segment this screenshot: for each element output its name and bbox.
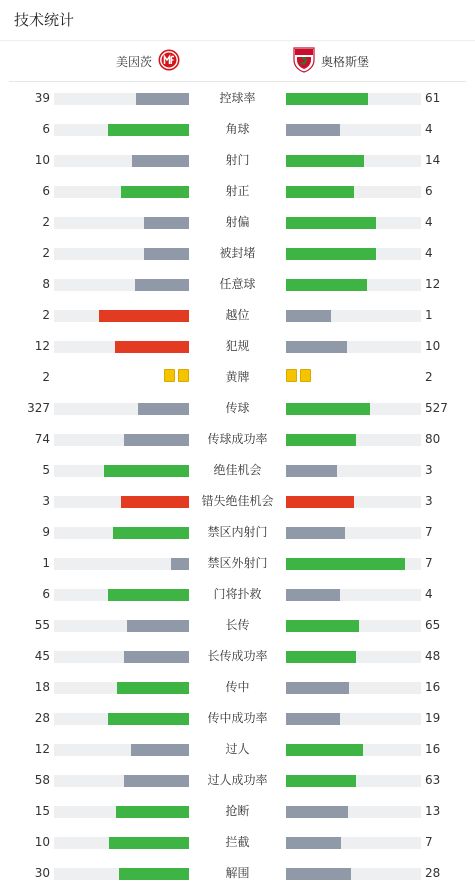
stat-row: [0, 547, 475, 578]
away-stat-bar-fill: [286, 186, 354, 198]
away-stat-bar-fill: [286, 279, 367, 291]
away-stat-bar-fill: [286, 837, 341, 849]
away-stat-bar-fill: [286, 310, 331, 322]
home-team[interactable]: [116, 50, 180, 72]
home-stat-bar-fill: [144, 217, 189, 229]
stat-label: 越位: [225, 308, 250, 322]
stat-row: [0, 671, 475, 702]
stat-label: 绝佳机会: [213, 463, 262, 477]
stat-row: [0, 485, 475, 516]
away-stat-bar: [286, 248, 421, 260]
stat-label: 错失绝佳机会: [201, 494, 274, 508]
home-stat-value: 15: [34, 804, 50, 818]
away-stat-value: 16: [425, 680, 441, 694]
away-stat-value: 3: [425, 494, 433, 508]
away-stat-bar: [286, 496, 421, 508]
stat-row: [0, 175, 475, 206]
away-stat-bar-fill: [286, 434, 356, 446]
away-stat-bar: [286, 434, 421, 446]
away-stat-bar-fill: [286, 217, 376, 229]
home-stat-value: 327: [27, 401, 50, 415]
stat-row: [0, 826, 475, 857]
home-stat-bar: [54, 310, 189, 322]
away-stat-value: 2: [425, 370, 433, 384]
home-stat-bar: [54, 465, 189, 477]
home-stat-bar: [54, 868, 189, 880]
away-stat-bar: [286, 403, 421, 415]
home-stat-bar: [54, 527, 189, 539]
stat-row: [0, 857, 475, 888]
stat-row: [0, 361, 475, 392]
away-stat-bar-fill: [286, 403, 370, 415]
away-stat-bar: [286, 620, 421, 632]
home-stat-bar-fill: [124, 651, 189, 663]
stat-row: [0, 454, 475, 485]
home-stat-bar-fill: [131, 744, 189, 756]
away-stat-bar: [286, 527, 421, 539]
home-stat-value: 2: [42, 308, 50, 322]
home-stat-value: 8: [42, 277, 50, 291]
home-stat-bar: [54, 651, 189, 663]
home-stat-bar: [54, 279, 189, 291]
home-stat-bar-fill: [135, 279, 189, 291]
home-stat-bar: [54, 248, 189, 260]
home-stat-value: 12: [34, 742, 50, 756]
stat-row: [0, 113, 475, 144]
away-stat-bar: [286, 155, 421, 167]
away-stat-bar: [286, 651, 421, 663]
yellow-card-icon: [178, 369, 189, 382]
stat-row: [0, 578, 475, 609]
home-stat-bar: [54, 155, 189, 167]
home-stat-bar: [54, 558, 189, 570]
away-stat-bar: [286, 217, 421, 229]
home-stat-value: 2: [42, 246, 50, 260]
away-stat-value: 7: [425, 525, 433, 539]
home-stat-bar: [54, 775, 189, 787]
stat-row: [0, 206, 475, 237]
away-stat-value: 19: [425, 711, 441, 725]
away-stat-bar-fill: [286, 713, 340, 725]
home-stat-value: 10: [34, 835, 50, 849]
stat-row: [0, 144, 475, 175]
stat-label: 长传成功率: [207, 649, 268, 663]
away-stat-bar: [286, 775, 421, 787]
home-cards: [164, 369, 189, 382]
away-team-name: 奥格斯堡: [321, 54, 370, 69]
away-stat-value: 65: [425, 618, 441, 632]
home-stat-bar-fill: [121, 186, 189, 198]
home-stat-bar-fill: [132, 155, 189, 167]
away-stat-bar-fill: [286, 868, 351, 880]
home-stat-bar: [54, 496, 189, 508]
away-cards: [286, 369, 311, 382]
away-stat-bar: [286, 186, 421, 198]
away-stat-value: 10: [425, 339, 441, 353]
home-stat-value: 12: [34, 339, 50, 353]
home-stat-bar-fill: [138, 403, 189, 415]
stat-label: 禁区外射门: [207, 556, 268, 570]
home-stat-value: 6: [42, 122, 50, 136]
away-stat-value: 527: [425, 401, 448, 415]
home-stat-bar-fill: [124, 434, 189, 446]
away-stat-bar: [286, 465, 421, 477]
home-stat-bar: [54, 713, 189, 725]
away-stat-bar-fill: [286, 124, 340, 136]
stat-row: [0, 268, 475, 299]
stat-row: [0, 299, 475, 330]
home-stat-bar-fill: [121, 496, 189, 508]
away-stat-value: 14: [425, 153, 441, 167]
stat-label: 过人: [225, 742, 250, 756]
home-stat-bar: [54, 744, 189, 756]
stat-label: 任意球: [219, 277, 256, 291]
home-stat-bar-fill: [113, 527, 189, 539]
stat-label: 传球: [225, 401, 250, 415]
stat-label: 禁区内射门: [207, 525, 268, 539]
away-stat-bar: [286, 124, 421, 136]
away-stat-bar-fill: [286, 558, 405, 570]
home-stat-bar: [54, 93, 189, 105]
stat-label: 黄牌: [225, 370, 250, 384]
away-stat-value: 63: [425, 773, 441, 787]
team-header: [9, 41, 466, 82]
away-stat-bar-fill: [286, 155, 364, 167]
away-stat-value: 4: [425, 587, 433, 601]
stat-row: [0, 423, 475, 454]
home-stat-bar-fill: [124, 775, 189, 787]
home-stat-value: 1: [42, 556, 50, 570]
home-stat-bar-fill: [136, 93, 189, 105]
stat-label: 射偏: [225, 215, 250, 229]
stats-list: [0, 82, 475, 888]
stat-row: [0, 82, 475, 113]
away-stat-value: 48: [425, 649, 441, 663]
home-team-name: 美因茨: [115, 54, 152, 69]
stat-row: [0, 640, 475, 671]
home-stat-value: 45: [34, 649, 50, 663]
away-stat-value: 12: [425, 277, 441, 291]
home-stat-bar-fill: [115, 341, 189, 353]
home-stat-value: 18: [34, 680, 50, 694]
stat-row: [0, 733, 475, 764]
stat-label: 传中: [225, 680, 250, 694]
away-stat-bar: [286, 279, 421, 291]
home-stat-value: 74: [34, 432, 50, 446]
home-stat-bar: [54, 806, 189, 818]
away-stat-bar-fill: [286, 744, 363, 756]
home-stat-bar-fill: [109, 837, 189, 849]
away-stat-value: 4: [425, 122, 433, 136]
yellow-card-icon: [286, 369, 297, 382]
away-stat-bar-fill: [286, 527, 345, 539]
away-stat-value: 80: [425, 432, 441, 446]
home-stat-bar-fill: [144, 248, 189, 260]
stat-row: [0, 702, 475, 733]
away-stat-bar-fill: [286, 496, 354, 508]
home-stat-bar-fill: [108, 713, 189, 725]
home-stat-value: 2: [42, 370, 50, 384]
stat-label: 拦截: [225, 835, 250, 849]
away-stat-value: 3: [425, 463, 433, 477]
home-stat-value: 28: [34, 711, 50, 725]
away-stat-value: 1: [425, 308, 433, 322]
home-stat-bar: [54, 589, 189, 601]
home-stat-value: 10: [34, 153, 50, 167]
home-stat-value: 39: [34, 91, 50, 105]
away-stat-value: 6: [425, 184, 433, 198]
away-stat-bar: [286, 310, 421, 322]
away-stat-value: 28: [425, 866, 441, 880]
home-stat-value: 3: [42, 494, 50, 508]
mainz-crest-icon: [158, 49, 180, 74]
away-stat-bar-fill: [286, 341, 347, 353]
away-stat-bar-fill: [286, 93, 368, 105]
away-stat-value: 4: [425, 215, 433, 229]
home-stat-value: 6: [42, 184, 50, 198]
home-stat-bar: [54, 341, 189, 353]
augsburg-crest-icon: [293, 47, 315, 76]
away-stat-bar-fill: [286, 465, 337, 477]
away-stat-bar-fill: [286, 806, 348, 818]
home-stat-value: 58: [34, 773, 50, 787]
away-stat-bar: [286, 868, 421, 880]
away-stat-value: 4: [425, 246, 433, 260]
home-stat-bar-fill: [99, 310, 189, 322]
home-stat-value: 55: [34, 618, 50, 632]
home-stat-bar-fill: [119, 868, 189, 880]
away-stat-bar: [286, 713, 421, 725]
stat-label: 抢断: [225, 804, 250, 818]
away-stat-bar-fill: [286, 589, 340, 601]
stat-row: [0, 392, 475, 423]
away-stat-bar: [286, 558, 421, 570]
away-stat-value: 13: [425, 804, 441, 818]
stat-row: [0, 795, 475, 826]
home-stat-bar: [54, 124, 189, 136]
away-stat-bar-fill: [286, 651, 356, 663]
home-stat-bar-fill: [108, 124, 189, 136]
page-title: 技术统计: [0, 0, 475, 41]
stat-label: 射正: [225, 184, 250, 198]
away-stat-value: 7: [425, 556, 433, 570]
stat-label: 门将扑救: [213, 587, 262, 601]
home-stat-bar: [54, 620, 189, 632]
home-stat-value: 5: [42, 463, 50, 477]
away-stat-bar-fill: [286, 682, 349, 694]
stat-label: 角球: [225, 122, 250, 136]
home-stat-bar-fill: [171, 558, 189, 570]
home-stat-bar: [54, 403, 189, 415]
away-stat-bar: [286, 93, 421, 105]
home-stat-value: 30: [34, 866, 50, 880]
home-stat-bar: [54, 186, 189, 198]
home-stat-bar-fill: [116, 806, 189, 818]
home-stat-bar-fill: [108, 589, 189, 601]
away-stat-value: 16: [425, 742, 441, 756]
away-stat-bar: [286, 837, 421, 849]
home-stat-bar: [54, 434, 189, 446]
away-stat-bar: [286, 806, 421, 818]
stat-row: [0, 330, 475, 361]
away-stat-bar-fill: [286, 775, 356, 787]
home-stat-value: 9: [42, 525, 50, 539]
stat-label: 射门: [225, 153, 250, 167]
away-stat-value: 61: [425, 91, 441, 105]
away-team[interactable]: [293, 48, 369, 74]
stat-label: 过人成功率: [207, 773, 268, 787]
yellow-card-icon: [164, 369, 175, 382]
stat-row: [0, 516, 475, 547]
away-stat-bar: [286, 682, 421, 694]
home-stat-bar-fill: [127, 620, 189, 632]
stat-row: [0, 237, 475, 268]
stat-label: 解围: [225, 866, 250, 880]
stat-label: 犯规: [225, 339, 250, 353]
away-stat-bar: [286, 341, 421, 353]
home-stat-bar: [54, 682, 189, 694]
stat-row: [0, 764, 475, 795]
home-stat-value: 6: [42, 587, 50, 601]
home-stat-bar-fill: [104, 465, 189, 477]
stat-label: 长传: [225, 618, 250, 632]
away-stat-bar-fill: [286, 620, 359, 632]
home-stat-value: 2: [42, 215, 50, 229]
home-stat-bar: [54, 217, 189, 229]
yellow-card-icon: [300, 369, 311, 382]
stat-label: 传中成功率: [207, 711, 268, 725]
away-stat-value: 7: [425, 835, 433, 849]
away-stat-bar-fill: [286, 248, 376, 260]
away-stat-bar: [286, 744, 421, 756]
stat-label: 传球成功率: [207, 432, 268, 446]
stat-label: 控球率: [219, 91, 256, 105]
stat-row: [0, 609, 475, 640]
stat-label: 被封堵: [219, 246, 256, 260]
home-stat-bar-fill: [117, 682, 189, 694]
home-stat-bar: [54, 837, 189, 849]
away-stat-bar: [286, 589, 421, 601]
